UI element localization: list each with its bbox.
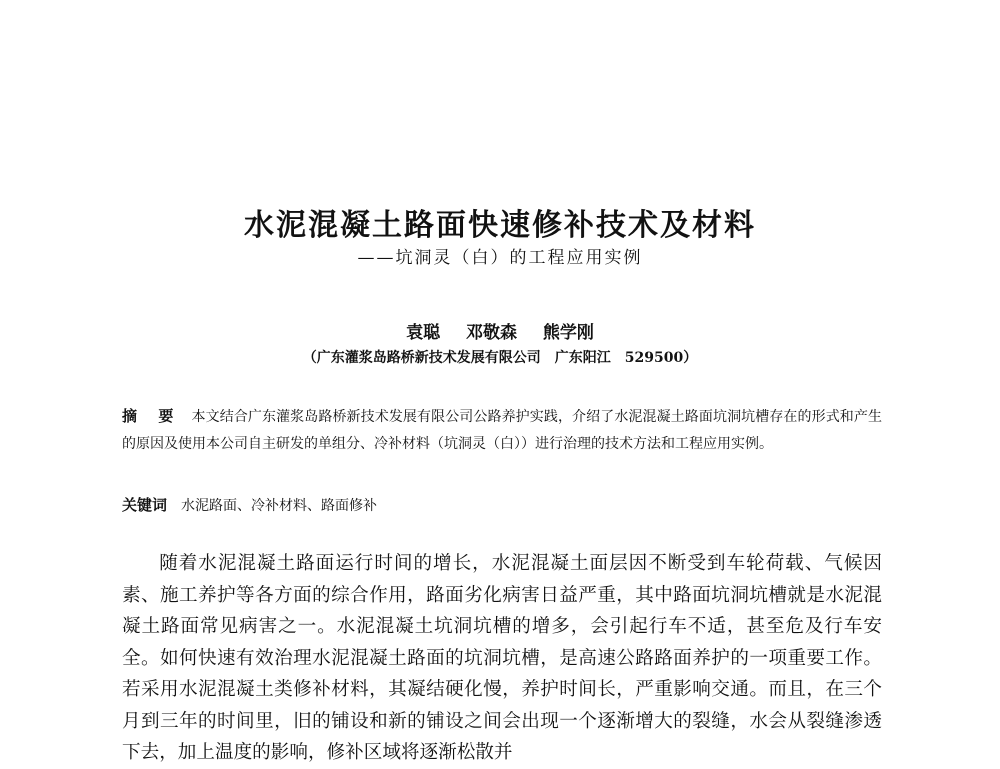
author-name: 袁聪 bbox=[406, 323, 441, 343]
keywords-text: 水泥路面、冷补材料、路面修补 bbox=[181, 498, 378, 514]
keywords-label: 关键词 bbox=[122, 496, 168, 514]
affiliation: （广东灌浆岛路桥新技术发展有限公司 广东阳江 529500） bbox=[302, 350, 698, 366]
abstract bbox=[122, 403, 882, 458]
abstract-label: 摘 要 bbox=[122, 407, 182, 425]
paper-title: 水泥混凝土路面快速修补技术及材料 bbox=[244, 208, 756, 243]
body-paragraph: 随着水泥混凝土路面运行时间的增长，水泥混凝土面层因不断受到车轮荷载、气候因素、施工养护等各方面的综合作用，路面劣化病害日益严重，其中路面坑洞坑槽就是水泥混凝土路面常见病害之一。水泥混凝土坑洞坑槽的增多，会引起行车不适，甚至危及行车安全。如何快速有效治理水泥混凝土路面的坑洞坑槽，是高速公路路面养护的一项重要工作。若采用水泥混凝土类修补材料，其凝结硬化慢，养护时间长，严重影响交通。而且，在三个月到三年的时间里，旧的铺设和新的铺设之间会出现一个逐渐增大的裂缝，水会从裂缝渗透下去，加上温度的影响，修补区域将逐渐松散并 bbox=[122, 553, 882, 763]
author-name: 邓敬森 bbox=[466, 323, 517, 343]
author-list bbox=[0, 318, 1000, 343]
abstract-text: 本文结合广东灌浆岛路桥新技术发展有限公司公路养护实践，介绍了水泥混凝土路面坑洞坑槽存在的形式和产生的原因及使用本公司自主研发的单组分、冷补材料（坑洞灵（白））进行治理的技术方法和工程应用实例。 bbox=[122, 409, 882, 452]
keywords bbox=[122, 492, 882, 520]
author-name: 熊学刚 bbox=[542, 323, 594, 343]
paper-subtitle: ——坑洞灵（白）的工程应用实例 bbox=[357, 248, 643, 268]
